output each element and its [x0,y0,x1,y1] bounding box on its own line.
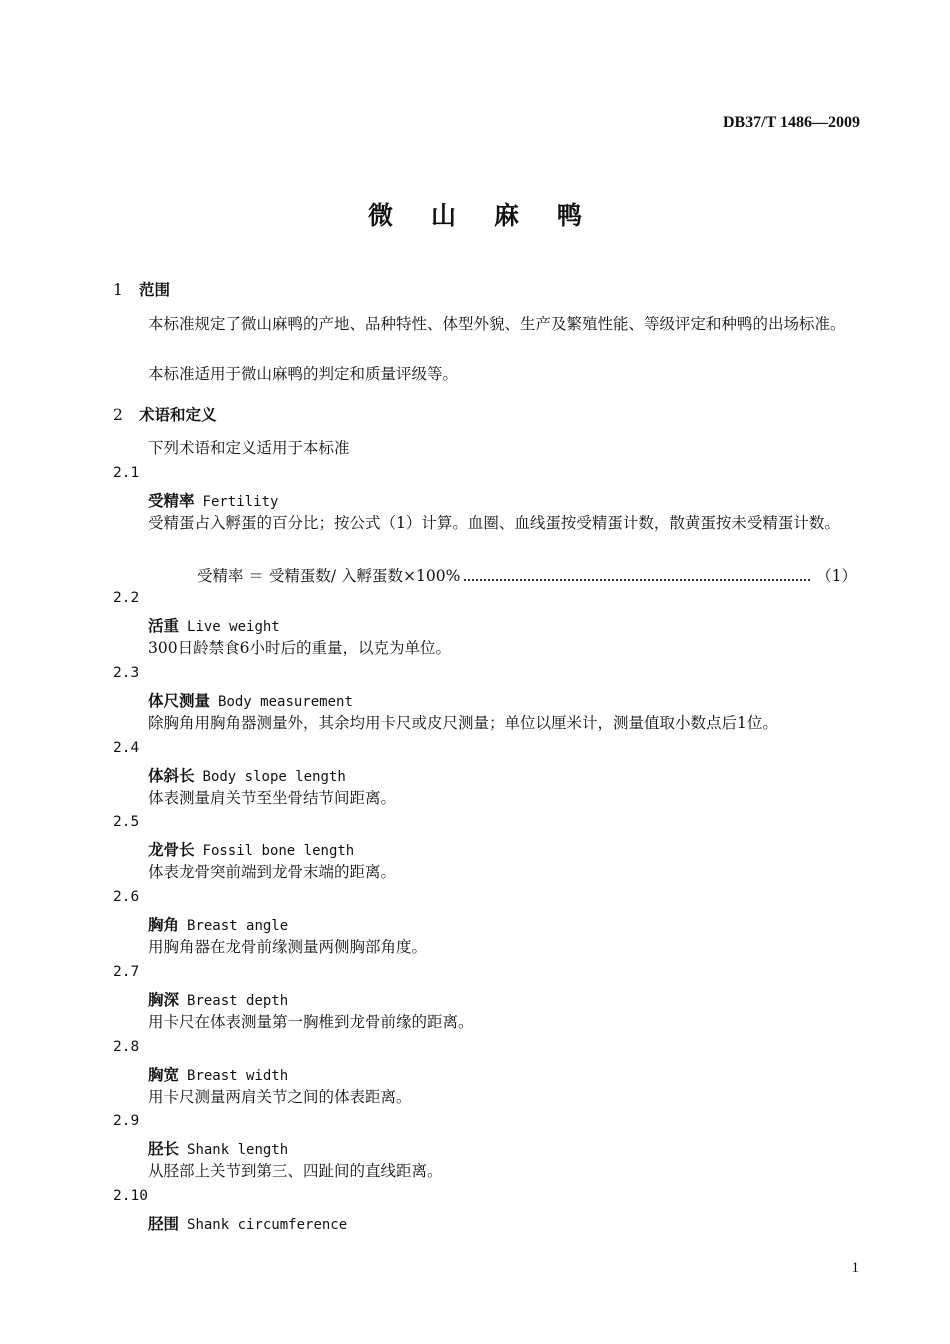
term-english: Body slope length [202,769,346,785]
term-english: Breast width [187,1068,289,1084]
term-definition: 用卡尺在体表测量第一胸椎到龙骨前缘的距离。 [148,1013,474,1031]
term-heading [148,1063,288,1085]
clause-number: 2.10 [113,1188,148,1204]
document-title: 微山麻鸭 [367,201,620,230]
term-english: Breast depth [187,993,289,1009]
clause-number: 2.9 [113,1113,140,1129]
term-english: Shank circumference [187,1217,348,1233]
term-chinese: 胸宽 [148,1065,180,1084]
term-chinese: 活重 [148,616,180,635]
term-heading [148,489,278,511]
term-heading [148,764,346,786]
section-number: 2 [113,406,123,424]
clause-number: 2.1 [113,465,140,481]
section-title: 术语和定义 [139,405,217,424]
clause-number: 2.2 [113,590,140,606]
term-heading [148,614,280,636]
clause-number: 2.4 [113,740,140,756]
term-english: Fertility [202,494,279,510]
term-definition: 受精蛋占入孵蛋的百分比；按公式（1）计算。血圈、血线蛋按受精蛋计数，散黄蛋按未受精蛋计数。 [148,514,840,532]
scope-paragraph-2: 本标准适用于微山麻鸭的判定和质量评级等。 [148,365,459,383]
term-heading [148,1137,288,1159]
term-heading [148,1212,347,1234]
term-chinese: 胫长 [148,1139,180,1158]
term-definition: 除胸角用胸角器测量外，其余均用卡尺或皮尺测量；单位以厘米计，测量值取小数点后1位。 [148,714,778,732]
term-definition: 用胸角器在龙骨前缘测量两侧胸部角度。 [148,938,428,956]
term-heading [148,913,288,935]
clause-number: 2.3 [113,665,140,681]
section-title: 范围 [139,280,171,299]
term-definition: 从胫部上关节到第三、四趾间的直线距离。 [148,1162,443,1180]
term-definition: 体表龙骨突前端到龙骨末端的距离。 [148,863,397,881]
term-chinese: 龙骨长 [148,840,195,859]
page-number: 1 [851,1260,859,1276]
term-heading [148,838,354,860]
term-definition: 用卡尺测量两肩关节之间的体表距离。 [148,1088,412,1106]
scope-paragraph-1: 本标准规定了微山麻鸭的产地、品种特性、体型外貌、生产及繁殖性能、等级评定和种鸭的出场标准。 [148,315,846,333]
term-english: Body measurement [218,694,353,710]
clause-number: 2.8 [113,1039,140,1055]
clause-number: 2.7 [113,964,140,980]
term-chinese: 胸深 [148,990,180,1009]
term-english: Live weight [187,619,280,635]
section-heading-terms [113,403,217,425]
section-number: 1 [113,281,123,299]
dotted-leader [464,578,810,581]
term-definition: 300日龄禁食6小时后的重量，以克为单位。 [148,639,451,657]
term-chinese: 体尺测量 [148,691,211,710]
document-code: DB37/T 1486—2009 [722,114,860,131]
clause-number: 2.6 [113,889,140,905]
term-chinese: 体斜长 [148,766,195,785]
term-english: Fossil bone length [202,843,355,859]
term-definition: 体表测量肩关节至坐骨结节间距离。 [148,789,397,807]
formula-text: 受精率 ＝ 受精蛋数/ 入孵蛋数×100% [197,567,461,585]
fertility-formula [197,564,857,586]
terms-intro: 下列术语和定义适用于本标准 [148,439,350,457]
term-chinese: 胸角 [148,915,180,934]
term-english: Shank length [187,1142,289,1158]
section-heading-scope [113,278,170,300]
term-chinese: 受精率 [148,491,195,510]
term-chinese: 胫围 [148,1214,180,1233]
formula-ref: （1） [816,567,857,585]
term-heading [148,988,288,1010]
term-english: Breast angle [187,918,289,934]
term-heading [148,689,353,711]
clause-number: 2.5 [113,814,140,830]
